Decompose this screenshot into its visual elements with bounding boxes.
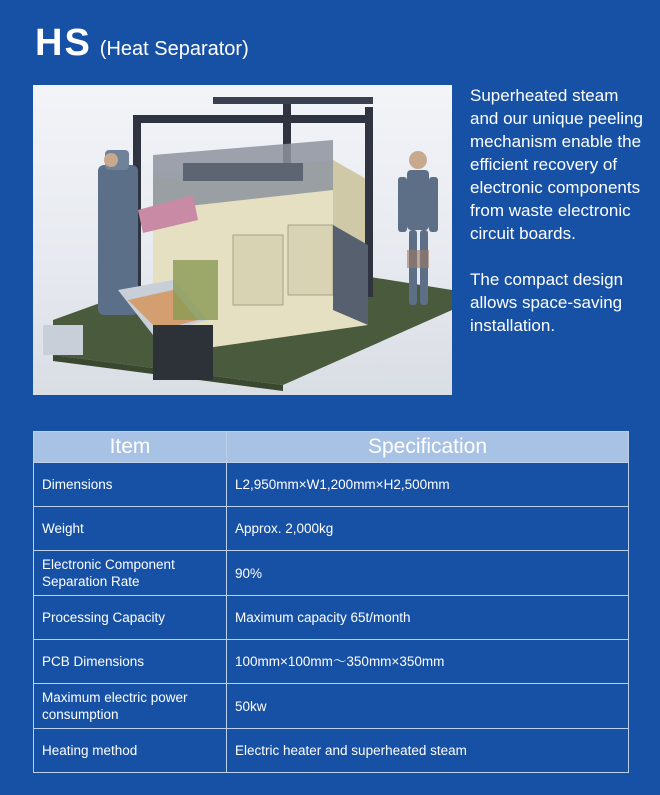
row-spec: 100mm×100mm～350mm×350mm xyxy=(227,640,629,684)
column-header-specification: Specification xyxy=(227,432,629,463)
row-item: Processing Capacity xyxy=(34,596,227,640)
table-row xyxy=(34,640,629,684)
page-title xyxy=(35,22,249,65)
table-row xyxy=(34,463,629,507)
row-spec: 50kw xyxy=(227,684,629,729)
row-spec: 90% xyxy=(227,551,629,596)
table-row xyxy=(34,507,629,551)
description-paragraph-2: The compact design allows space-saving installation. xyxy=(470,270,624,335)
row-spec: L2,950mm×W1,200mm×H2,500mm xyxy=(227,463,629,507)
row-spec: Maximum capacity 65t/month xyxy=(227,596,629,640)
row-item: Maximum electric power consumption xyxy=(34,684,227,729)
table-row xyxy=(34,729,629,773)
column-header-item: Item xyxy=(34,432,227,463)
row-item: PCB Dimensions xyxy=(34,640,227,684)
row-item: Heating method xyxy=(34,729,227,773)
table-row xyxy=(34,596,629,640)
row-spec: Electric heater and superheated steam xyxy=(227,729,629,773)
machine-illustration xyxy=(33,85,452,395)
row-item: Weight xyxy=(34,507,227,551)
description-paragraph-1: Superheated steam and our unique peeling mechanism enable the efficient recovery of electronic components from waste electronic circuit boards. xyxy=(470,86,643,243)
product-code: HS xyxy=(35,22,92,64)
specification-table xyxy=(33,431,629,773)
table-row xyxy=(34,684,629,729)
table-row xyxy=(34,551,629,596)
row-spec: Approx. 2,000kg xyxy=(227,507,629,551)
product-description xyxy=(470,84,650,337)
table-header-row xyxy=(34,432,629,463)
row-item: Dimensions xyxy=(34,463,227,507)
row-item: Electronic Component Separation Rate xyxy=(34,551,227,596)
product-name: (Heat Separator) xyxy=(99,38,249,60)
